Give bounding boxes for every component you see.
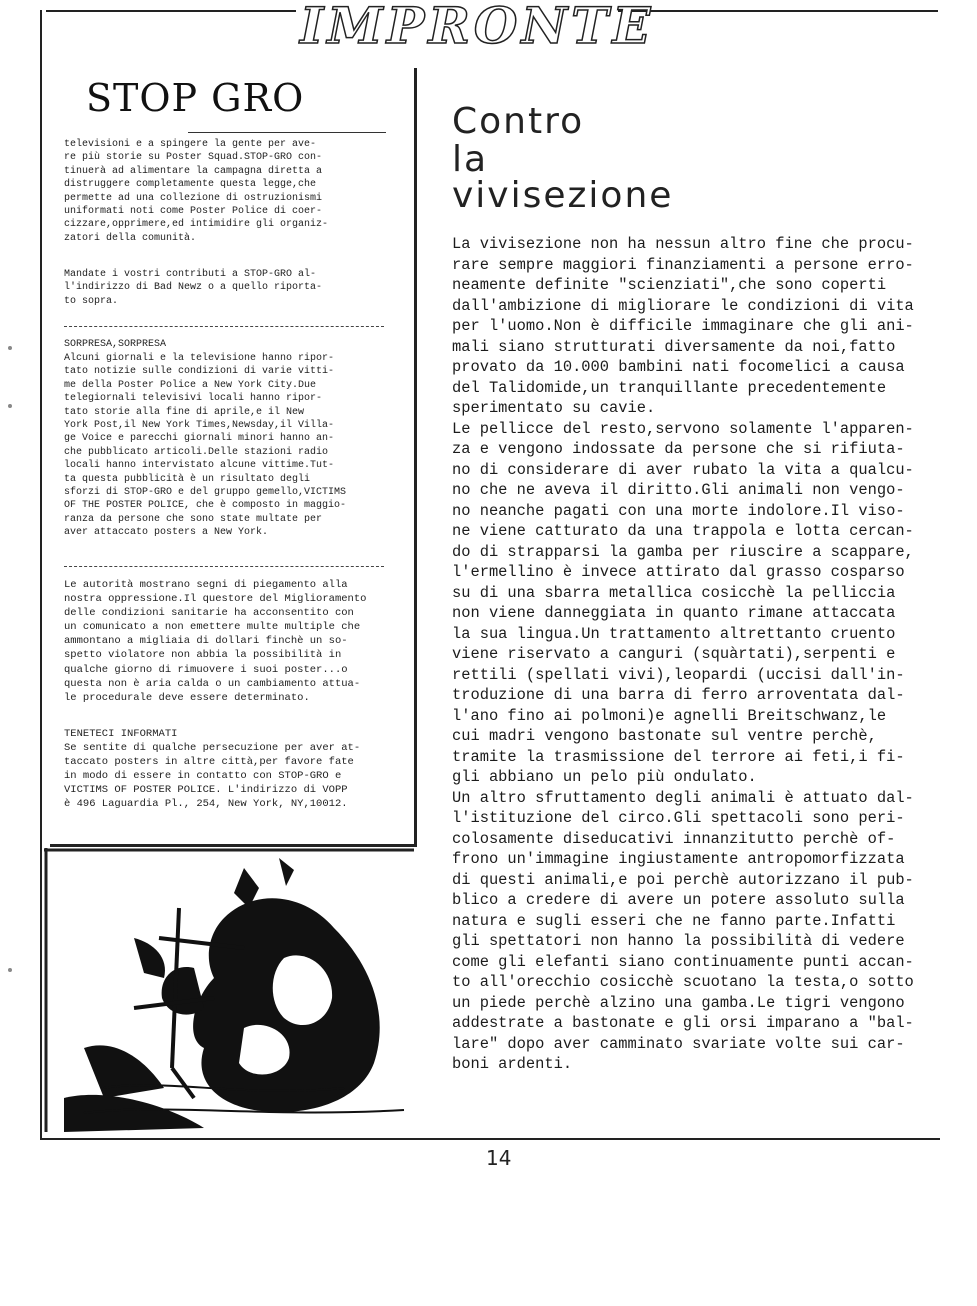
text-line: tinuerà ad alimentare la campagna diretta a — [64, 165, 323, 177]
article-line: gli spettatori non hanno la possibilità di vedere — [452, 932, 905, 950]
article-line: per l'uomo.Non è difficile immaginare che gli ani- — [452, 317, 914, 335]
article-line: no neanche pagati con una morte indolore.Il viso- — [452, 501, 905, 520]
text-line: Alcuni giornali e la televisione hanno ripor- — [64, 353, 335, 364]
informati-heading: TENETECI INFORMATI — [64, 728, 178, 740]
scan-speck — [8, 968, 12, 972]
article-line: do di strapparsi la gamba per riuscire a scappare, — [452, 542, 914, 561]
article-line: to all'orecchio cosicchè scuotano la testa,o sotto — [452, 973, 914, 991]
article-line: l'ano fino ai polmoni)e agnelli Breitschwanz,le — [452, 706, 887, 725]
page-frame-bottom — [40, 1138, 940, 1140]
article-line: addestrate a bastonate e gli orsi imparano a "bal- — [452, 1014, 914, 1032]
article-line: boni ardenti. — [452, 1055, 573, 1073]
article-line: dall'ambizione di migliorare le condizioni di vita — [452, 296, 914, 315]
article-line: no che ne aveva il diritto.Gli animali non vengo- — [452, 481, 905, 499]
article-line: frono un'immagine ingiustamente antropomorfizzata — [452, 850, 905, 868]
article-line: un piede perchè alzino una gamba.Le tigri vengono — [452, 993, 905, 1012]
text-line: le procedurale deve essere determinato. — [64, 691, 310, 704]
article-line: di questi animali,e poi perchè autorizzano il pub- — [452, 870, 914, 889]
text-line: cizzare,opprimere,ed intimidire gli organiz- — [64, 219, 329, 231]
sorpresa-heading: SORPRESA,SORPRESA — [64, 339, 167, 350]
article-line: la sua lingua.Un trattamento altrettanto cruento — [452, 624, 896, 643]
text-line: distruggere completamente questa legge,che — [64, 179, 317, 191]
text-line: re più storie su Poster Squad.STOP-GRO con- — [64, 152, 323, 164]
text-line: telegiornali televisivi locali hanno ripor- — [64, 393, 323, 405]
top-rule-left — [46, 10, 296, 12]
text-line: locali hanno intervistato alcune vittime.Tut- — [64, 460, 335, 472]
article-photo — [44, 848, 414, 1132]
top-rule-right — [618, 10, 938, 12]
article-line: sperimentato su cavie. — [452, 399, 656, 417]
scan-speck — [8, 346, 12, 350]
article-line: del Talidomide,un tranquillante precedentemente — [452, 378, 887, 397]
text-line: ranza da persone che sono state multate per — [64, 513, 323, 525]
article-title-line-1: Contro — [452, 101, 585, 142]
text-line: OF THE POSTER POLICE, che è composto in maggio- — [64, 500, 347, 512]
article-line: come gli elefanti siano continuamente punti accan- — [452, 952, 914, 971]
text-line: questa non è aria calda o un cambiamento attua- — [64, 677, 361, 690]
article-line: rettili (spellati vivi),leopardi (uccisi dall'in- — [452, 665, 905, 684]
article-line: ne viene catturato da una trappola e lotta cercan- — [452, 522, 914, 540]
text-line: delle condizioni sanitarie ha acconsentito con — [64, 607, 354, 620]
text-line: ge Voice e parecchi giornali minori hanno an- — [64, 433, 335, 445]
page-frame-left — [40, 10, 42, 1140]
page-number: 14 — [486, 1146, 512, 1170]
text-line: permette ad una collezione di ostruzionismi — [64, 192, 323, 204]
section-divider — [64, 326, 384, 327]
text-line: in modo di essere in contatto con STOP-GRO e — [64, 770, 342, 783]
text-line: un comunicato a non emettere multe multiple che — [64, 621, 361, 634]
article-line: viene riservato a canguri (squàrtati),serpenti e — [452, 645, 896, 663]
intro-paragraph — [64, 138, 328, 245]
text-line: che pubblicato articoli.Delle stazioni radio — [64, 446, 329, 458]
text-line: York Post,il New York Times,Newsday,il Villa- — [64, 420, 335, 432]
text-line: ta questa pubblicità è un risultato degli — [64, 473, 311, 485]
text-line: spetto violatore non abbia la possibilità in — [64, 649, 342, 662]
scan-speck — [8, 404, 12, 408]
article-line: cui madri vengono bastonate sul ventre perchè, — [452, 727, 877, 745]
text-line: televisioni e a spingere la gente per ave- — [64, 139, 317, 150]
text-line: Le autorità mostrano segni di piegamento alla — [64, 579, 348, 591]
article-line: mali siano strutturati diversamente da noi,fatto — [452, 337, 896, 356]
text-line: Mandate i vostri contributi a STOP-GRO al- — [64, 269, 317, 280]
sorpresa-paragraph — [64, 352, 346, 540]
article-title-line-3: vivisezione — [452, 175, 674, 216]
article-line: colosamente diseducativi innanzitutto perchè of- — [452, 829, 896, 848]
article-line: La vivisezione non ha nessun altro fine che procu- — [452, 235, 914, 253]
text-line: è 496 Laguardia Pl., 254, New York, NY,10012. — [64, 798, 348, 811]
stop-gro-title: STOP GRO — [86, 76, 305, 120]
title-rule — [188, 132, 386, 133]
text-line: ammontano a migliaia di dollari finchè un so- — [64, 635, 348, 648]
text-line: uniformati noti come Poster Police di coer- — [64, 206, 323, 218]
text-line: sforzi di STOP-GRO e del gruppo gemello,VICTIMS — [64, 487, 347, 499]
autorita-paragraph — [64, 578, 366, 705]
article-body — [452, 234, 914, 1075]
article-line: troduzione di una barra di ferro arroventata dal- — [452, 686, 905, 704]
text-line: taccato posters in altre città,per favore fate — [64, 756, 354, 769]
article-title-line-2: la — [452, 139, 489, 180]
article-line: gli abbiano un pelo più ondulato. — [452, 768, 757, 786]
article-line: natura e sugli esseri che ne fanno parte.Infatti — [452, 911, 896, 930]
article-line: l'ermellino è invece attirato dal grasso cosparso — [452, 563, 905, 581]
text-line: tato notizie sulle condizioni di varie vitti- — [64, 366, 335, 378]
masthead-logo: IMPRONTE — [300, 0, 655, 55]
text-line: nostra oppressione.Il questore del Miglioramento — [64, 593, 367, 606]
informati-paragraph — [64, 741, 360, 811]
text-line: qualche giorno di rimuovere i suoi poster...o — [64, 663, 348, 676]
article-line: l'istituzione del circo.Gli spettacoli sono peri- — [452, 809, 905, 827]
section-divider — [64, 566, 384, 567]
article-line: non viene danneggiata in quanto rimane attaccata — [452, 604, 896, 622]
article-line: su di una sbarra metallica cosicchè la pelliccia — [452, 583, 896, 602]
text-line: Se sentite di qualche persecuzione per aver at- — [64, 742, 361, 754]
article-line: no di considerare di aver rubato la vita a qualcu- — [452, 460, 914, 479]
text-line: aver attaccato posters a New York. — [64, 527, 269, 539]
article-line: lare" dopo aver camminato svariate volte sui car- — [452, 1034, 905, 1053]
text-line: tato storie alla fine di aprile,e il New — [64, 406, 305, 418]
article-line: provato da 10.000 bambini nati focomelici a causa — [452, 358, 905, 376]
article-line: Un altro sfruttamento degli animali è attuato dal- — [452, 788, 914, 807]
contributi-paragraph — [64, 268, 322, 308]
text-line: zatori della comunità. — [64, 232, 197, 244]
text-line: to sopra. — [64, 295, 119, 307]
article-line: Le pellicce del resto,servono solamente l'apparen- — [452, 419, 914, 438]
text-line: l'indirizzo di Bad Newz o a quello riporta- — [64, 282, 323, 294]
text-line: me della Poster Police a New York City.Due — [64, 379, 317, 391]
text-line: VICTIMS OF POSTER POLICE. L'indirizzo di VOPP — [64, 784, 348, 797]
article-line: za e vengono indossate da persone che si rifiuta- — [452, 440, 905, 458]
article-line: blico a credere di avere un potere assoluto sulla — [452, 891, 905, 909]
article-line: neamente definite "scienziati",che sono coperti — [452, 276, 887, 294]
article-line: rare sempre maggiori finanziamenti a persone erro- — [452, 255, 914, 274]
article-line: tramite la trasmissione del terrore ai feti,i fi- — [452, 747, 905, 766]
